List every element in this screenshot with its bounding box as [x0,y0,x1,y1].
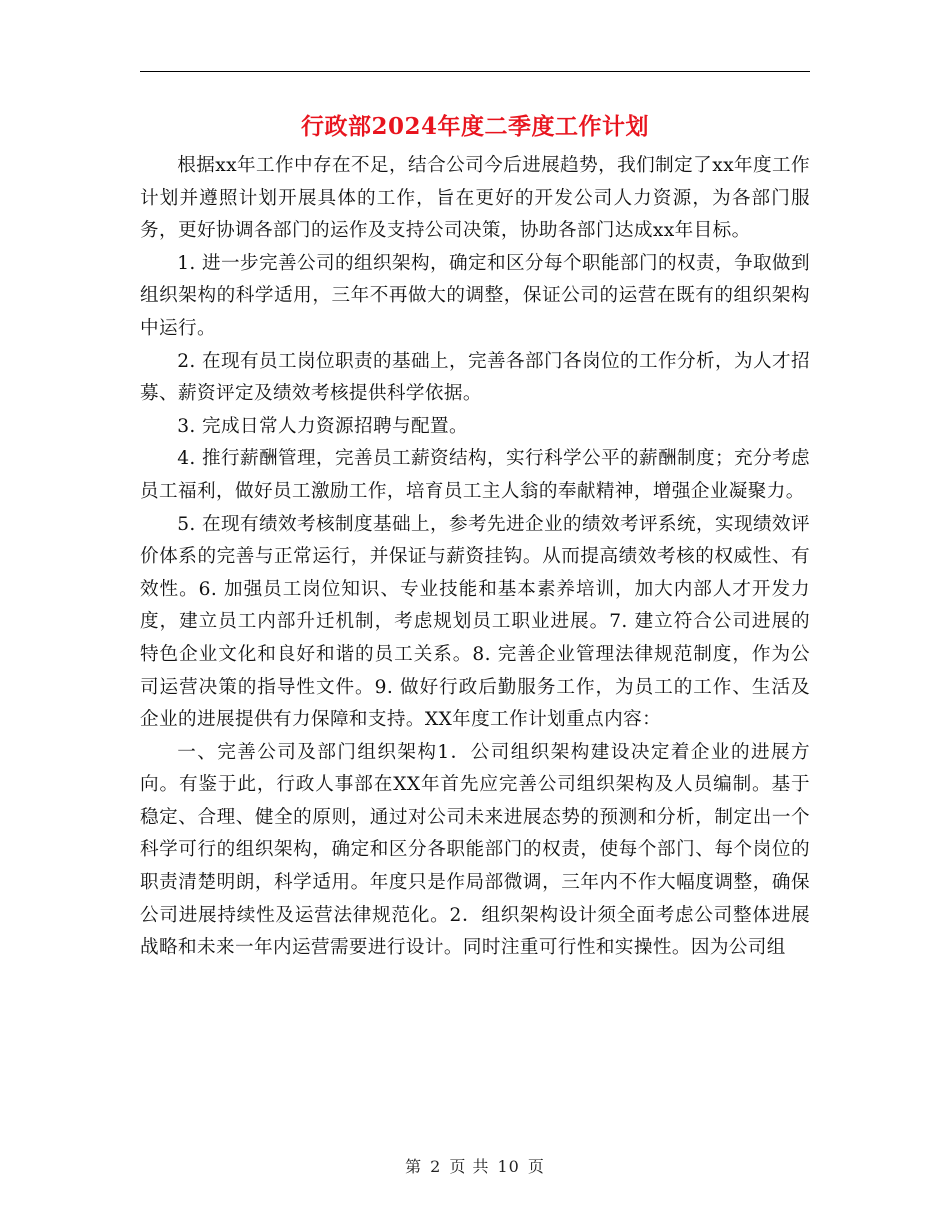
footer-total-pages: 10 [497,1157,520,1176]
document-body [140,150,810,965]
page-footer [0,1154,950,1177]
section-1-paragraph: 一、完善公司及部门组织架构1．公司组织架构建设决定着企业的进展方向。有鉴于此，行政人事部在XX年首先应完善公司组织架构及人员编制。基于稳定、合理、健全的原则，通过对公司未来进展态势的预测和分析，制定出一个科学可行的组织架构，确定和区分各职能部门的权责，使每个部门、每个岗位的职责清楚明朗，科学适用。年度只是作局部微调，三年内不作大幅度调整，确保公司进展持续性及运营法律规范化。2．组织架构设计须全面考虑公司整体进展战略和未来一年内运营需要进行设计。同时注重可行性和实操性。因为公司组 [140,741,810,959]
document-title: 行政部2024年度二季度工作计划 [300,113,649,140]
item-3-paragraph: 3. 完成日常人力资源招聘与配置。 [177,415,468,437]
footer-prefix: 第 [405,1157,423,1176]
intro-paragraph: 根据xx年工作中存在不足，结合公司今后进展趋势，我们制定了xx年度工作计划并遵照计划开展具体的工作，旨在更好的开发公司人力资源，为各部门服务，更好协调各部门的运作及支持公司决策，协助各部门达成xx年目标。 [140,155,810,242]
item-1-paragraph: 1. 进一步完善公司的组织架构，确定和区分每个职能部门的权责，争取做到组织架构的科学适用，三年不再做大的调整，保证公司的运营在既有的组织架构中运行。 [140,252,810,339]
footer-page-number: 2 [430,1157,442,1176]
footer-suffix: 页 [527,1157,545,1176]
item-2-paragraph: 2. 在现有员工岗位职责的基础上，完善各部门各岗位的工作分析，为人才招募、薪资评定及绩效考核提供科学依据。 [140,350,810,405]
item-5-9-paragraph: 5. 在现有绩效考核制度基础上，参考先进企业的绩效考评系统，实现绩效评价体系的完善与正常运行，并保证与薪资挂钩。从而提高绩效考核的权威性、有效性。6. 加强员工岗位知识、专业技能和基本素养培训，加大内部人才开发力度，建立员工内部升迁机制，考虑规划员工职业进展。7. 建立符合公司进展的特色企业文化和良好和谐的员工关系。8. 完善企业管理法律规范制度，作为公司运营决策的指导性文件。9. 做好行政后勤服务工作，为员工的工作、生活及企业的进展提供有力保障和支持。XX年度工作计划重点内容： [140,513,810,731]
header-rule [140,71,810,72]
footer-middle: 页 共 [449,1157,490,1176]
item-4-paragraph: 4. 推行薪酬管理，完善员工薪资结构，实行科学公平的薪酬制度；充分考虑员工福利，做好员工激励工作，培育员工主人翁的奉献精神，增强企业凝聚力。 [140,448,810,502]
